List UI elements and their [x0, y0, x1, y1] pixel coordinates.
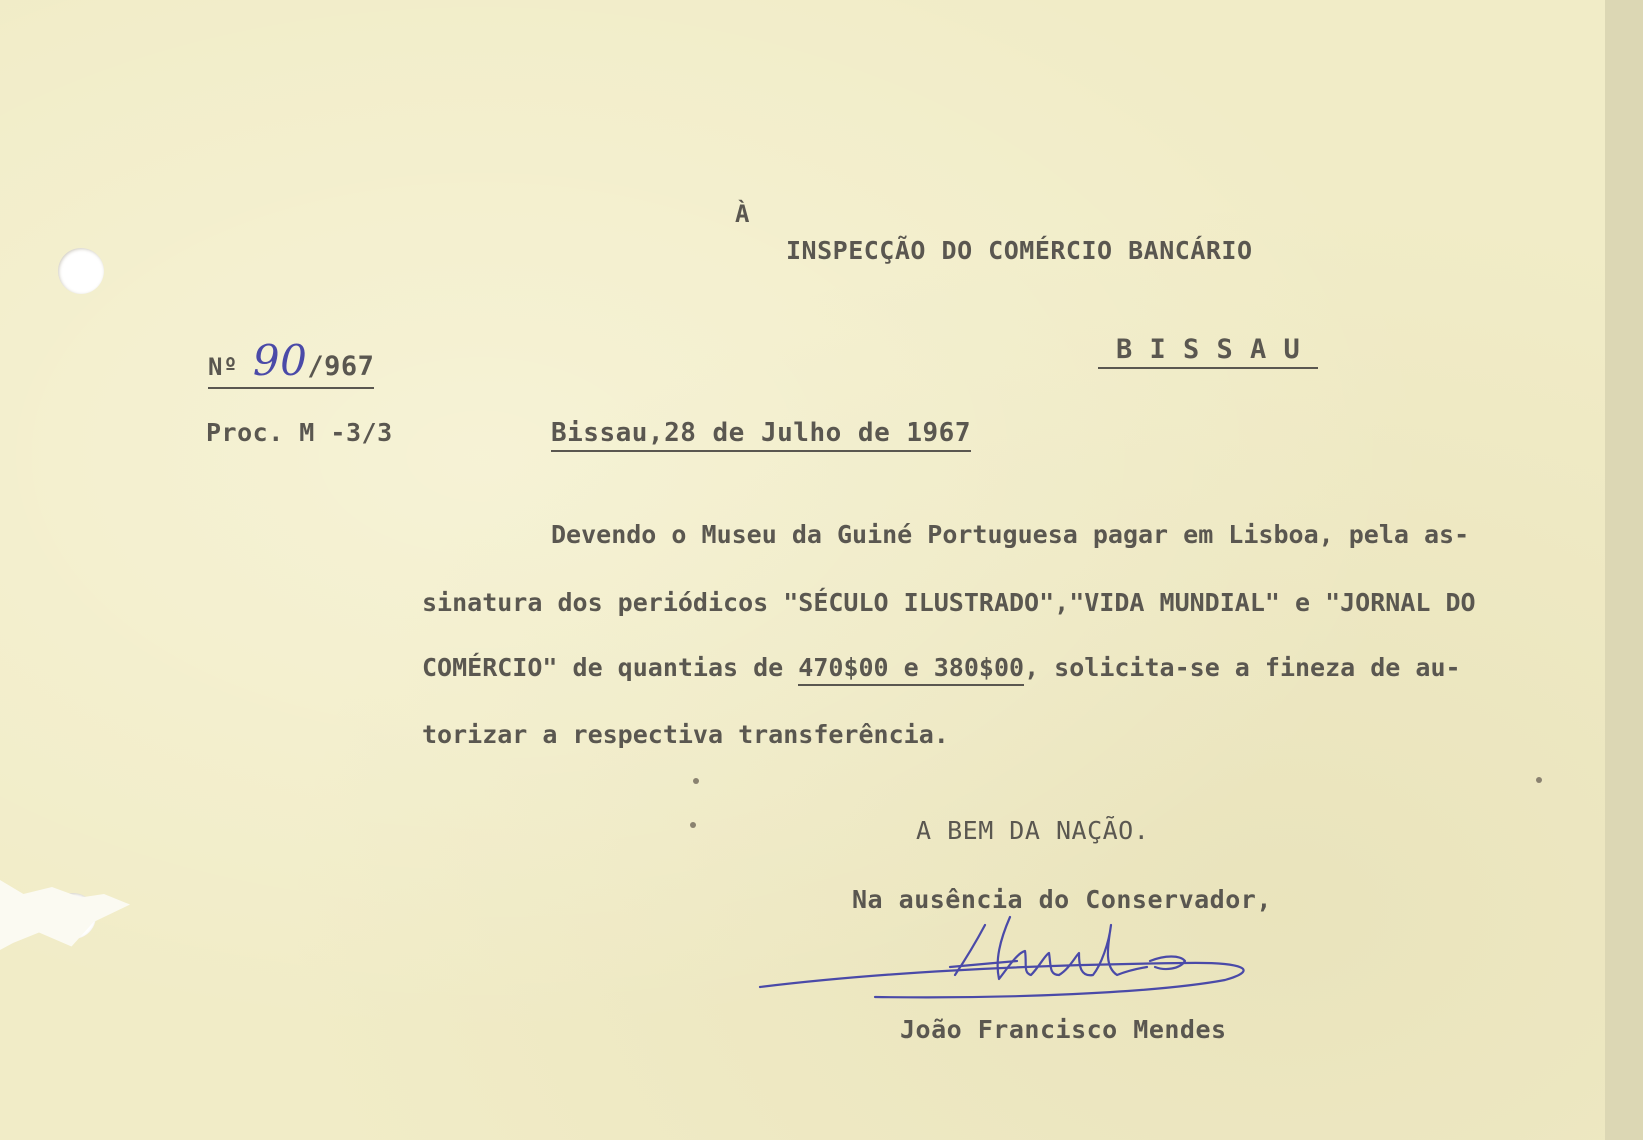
- body-line-3-end: , solicita-se a fineza de au-: [1024, 653, 1461, 682]
- body-line-3-start: COMÉRCIO" de quantias de: [422, 653, 799, 682]
- paper-speck: [690, 822, 696, 828]
- paper-speck: [693, 778, 699, 784]
- torn-paper-edge: [0, 880, 130, 950]
- page-edge-strip: [1605, 0, 1643, 1140]
- payment-amounts: 470$00 e 380$00: [798, 653, 1024, 686]
- body-line-3: [422, 653, 1461, 682]
- signatory-name: João Francisco Mendes: [900, 1015, 1227, 1044]
- absence-note: Na ausência do Conservador,: [852, 885, 1272, 914]
- salutation-mark: À: [735, 200, 750, 228]
- reference-number: [208, 336, 374, 389]
- body-line-2: sinatura dos periódicos "SÉCULO ILUSTRADO","VIDA MUNDIAL" e "JORNAL DO: [422, 588, 1476, 617]
- recipient-line: INSPECÇÃO DO COMÉRCIO BANCÁRIO: [786, 236, 1253, 265]
- number-year: /967: [307, 351, 375, 382]
- body-line-1: Devendo o Museu da Guiné Portuguesa pagar em Lisboa, pela as-: [551, 520, 1470, 549]
- number-prefix: Nº: [208, 353, 238, 381]
- body-line-4: torizar a respectiva transferência.: [422, 720, 949, 749]
- handwritten-signature: [755, 895, 1265, 1005]
- handwritten-number: 90: [252, 336, 308, 385]
- date-line: Bissau,28 de Julho de 1967: [551, 418, 971, 452]
- closing-formula: A BEM DA NAÇÃO.: [916, 816, 1150, 845]
- city-header: B I S S A U: [1098, 334, 1318, 369]
- punch-hole-top: [58, 248, 104, 294]
- process-reference: Proc. M -3/3: [206, 418, 393, 447]
- paper-speck: [1536, 777, 1542, 783]
